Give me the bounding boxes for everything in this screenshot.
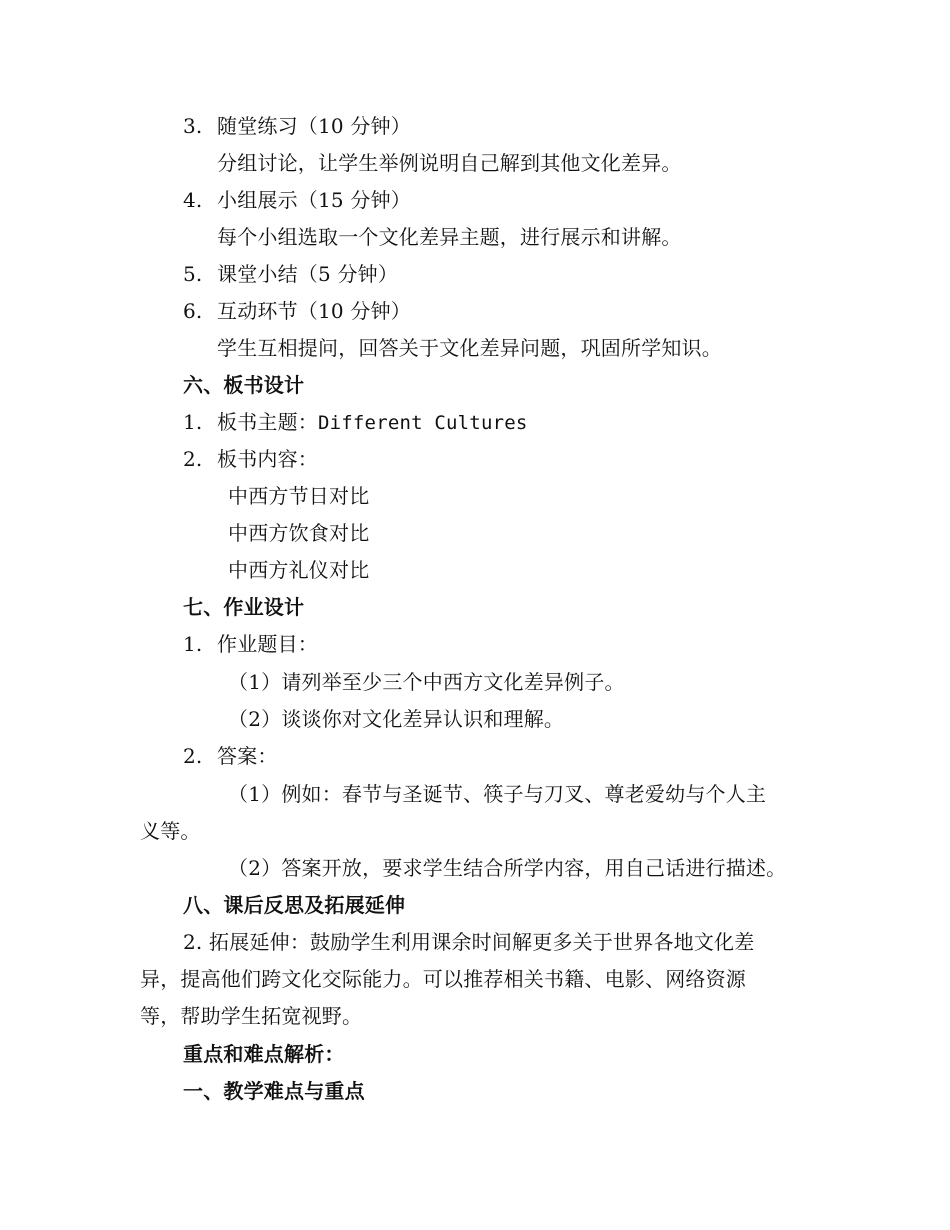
list-text: 答案： [217,744,278,768]
extension-paragraph-line: 2. 拓展延伸：鼓励学生利用课余时间解更多关于世界各地文化差 [183,930,755,954]
answer-item: （2）答案开放，要求学生结合所学内容，用自己话进行描述。 [228,856,787,880]
list-number: 3. [183,114,203,138]
subheading: 重点和难点解析： [183,1042,345,1066]
list-text: 板书主题： [217,410,318,434]
paragraph-line: 学生互相提问，回答关于文化差异问题，巩固所学知识。 [217,336,722,360]
list-text: 小组展示（15 分钟） [217,188,412,212]
homework-title-line [183,630,318,658]
list-number: 2. [183,447,203,471]
step-4-line [183,186,411,214]
answer-title-line [183,742,278,770]
list-number: 6. [183,299,203,323]
answer-item: （1）例如：春节与圣诞节、筷子与刀叉、尊老爱幼与个人主 [228,782,767,806]
list-number: 1. [183,410,203,434]
section-heading: 七、作业设计 [183,595,305,619]
paragraph-line: 每个小组选取一个文化差异主题，进行展示和讲解。 [217,225,682,249]
section-heading: 八、课后反思及拓展延伸 [183,893,406,917]
step-5-line [183,260,398,288]
list-text: 作业题目： [217,632,318,656]
list-text: 互动环节（10 分钟） [217,299,412,323]
list-number: 1. [183,632,203,656]
section-heading: 六、板书设计 [183,373,305,397]
answer-item-continuation: 义等。 [140,819,201,843]
homework-item: （2）谈谈你对文化差异认识和理解。 [228,707,565,731]
board-topic-english: Different Cultures [318,412,528,434]
list-number: 2. [183,744,203,768]
paragraph-line: 分组讨论，让学生举例说明自己解到其他文化差异。 [217,151,682,175]
board-content-line [183,445,318,473]
list-number: 5. [183,262,203,286]
step-3-line [183,112,411,140]
list-number: 4. [183,188,203,212]
extension-paragraph-line: 异，提高他们跨文化交际能力。可以推荐相关书籍、电影、网络资源 [140,967,746,991]
list-text: 课堂小结（5 分钟） [217,262,399,286]
homework-item: （1）请列举至少三个中西方文化差异例子。 [228,670,625,694]
list-text: 板书内容： [217,447,318,471]
section-heading: 一、教学难点与重点 [183,1079,365,1103]
board-topic-line [183,408,528,437]
board-item: 中西方节日对比 [228,484,370,508]
extension-paragraph-line: 等，帮助学生拓宽视野。 [140,1004,363,1028]
board-item: 中西方礼仪对比 [228,558,370,582]
board-item: 中西方饮食对比 [228,521,370,545]
step-6-line [183,297,411,325]
list-text: 随堂练习（10 分钟） [217,114,412,138]
